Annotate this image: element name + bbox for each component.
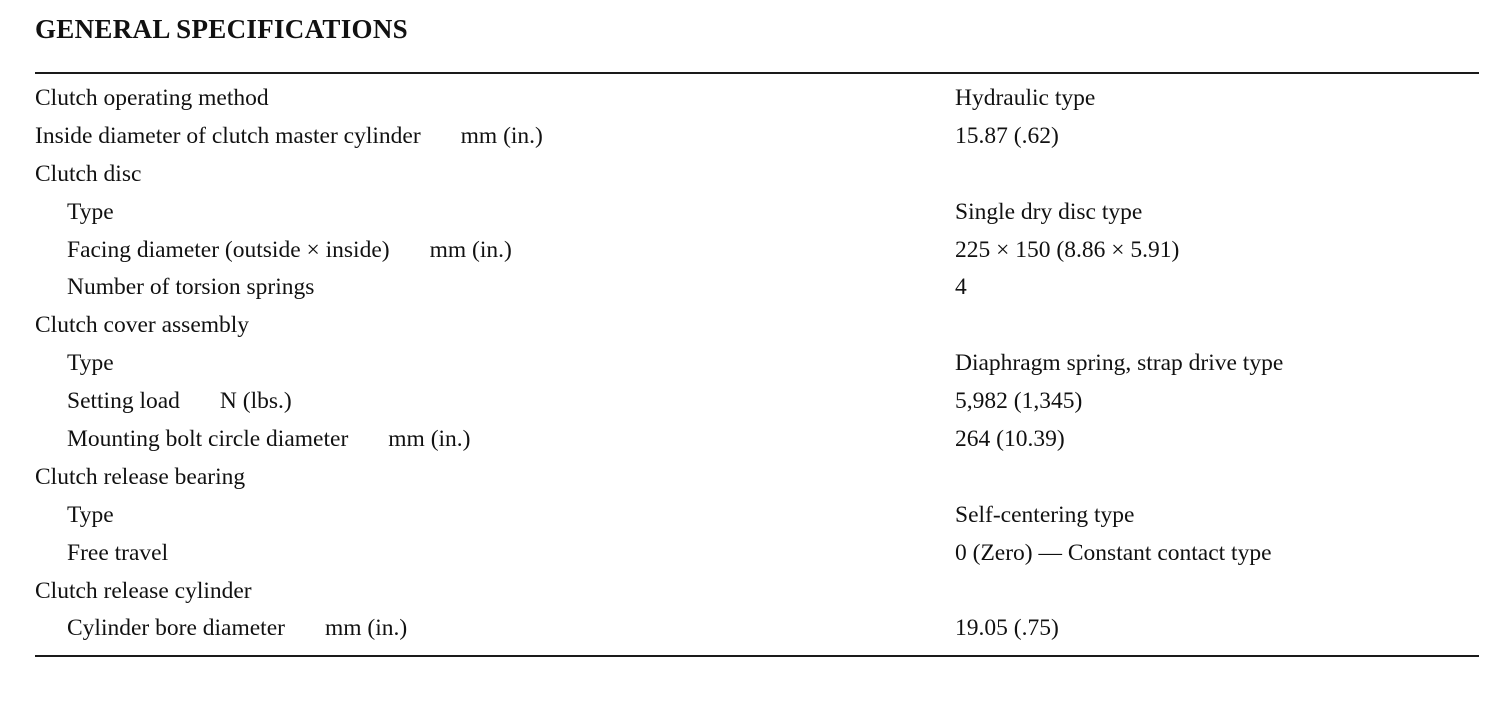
spec-value: 264 (10.39) [955,426,1065,453]
spec-label: Clutch release cylinder [35,577,252,604]
spec-section-heading [0,307,1504,345]
spec-row [0,421,1504,459]
top-rule [35,72,1479,74]
spec-value: 225 × 150 (8.86 × 5.91) [955,236,1180,263]
spec-section-heading [0,459,1504,497]
spec-value: 0 (Zero) — Constant contact type [955,539,1272,566]
spec-row [0,610,1504,648]
spec-label: Clutch release bearing [35,463,246,490]
spec-value: 5,982 (1,345) [955,388,1083,415]
spec-unit: mm (in.) [429,236,512,263]
spec-label: Inside diameter of clutch master cylinder mm (in.) [35,122,543,149]
spec-unit: mm (in.) [460,122,543,149]
spec-label: Type [67,198,114,225]
spec-label: Clutch cover assembly [35,312,250,339]
spec-section-heading [0,156,1504,194]
spec-row [0,345,1504,383]
spec-row [0,118,1504,156]
spec-label: Cylinder bore diameter mm (in.) [67,615,408,642]
spec-row [0,232,1504,270]
spec-value: Diaphragm spring, strap drive type [955,350,1284,377]
spec-label: Mounting bolt circle diameter mm (in.) [67,426,471,453]
spec-section-heading [0,573,1504,611]
spec-value: 4 [955,274,967,301]
spec-row [0,80,1504,118]
spec-value: Hydraulic type [955,85,1096,111]
spec-label: Number of torsion springs [67,274,315,301]
spec-row [0,194,1504,232]
spec-unit: mm (in.) [324,615,408,642]
spec-value: 15.87 (.62) [955,122,1059,149]
spec-unit: mm (in.) [388,426,471,453]
spec-label: Setting load N (lbs.) [67,388,292,415]
spec-label: Type [67,501,114,528]
bottom-rule [35,655,1479,657]
spec-label: Clutch operating method [35,85,269,111]
spec-row [0,535,1504,573]
spec-value: Self-centering type [955,501,1135,528]
spec-row [0,497,1504,535]
spec-label: Type [67,350,114,377]
spec-label: Clutch disc [35,160,142,187]
spec-unit: N (lbs.) [219,388,292,415]
page-title: GENERAL SPECIFICATIONS [35,14,408,44]
spec-row [0,269,1504,307]
spec-label: Facing diameter (outside × inside) mm (in.) [67,236,512,263]
spec-row [0,383,1504,421]
spec-value: 19.05 (.75) [955,615,1059,642]
spec-label: Free travel [67,539,169,566]
spec-value: Single dry disc type [955,198,1143,225]
spec-table [0,80,1504,648]
